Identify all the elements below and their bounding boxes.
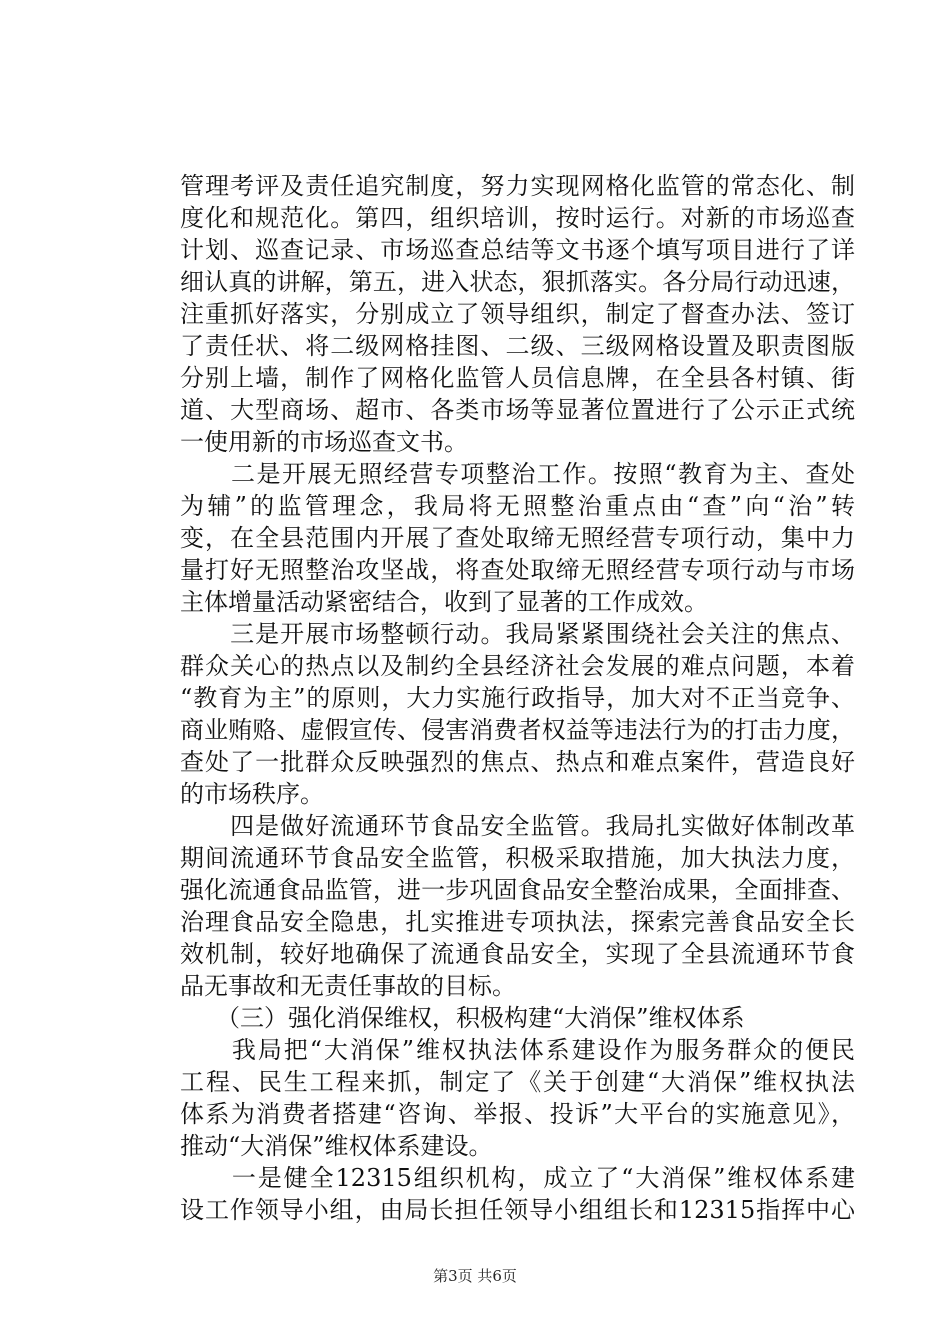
text-line: 主体增量活动紧密结合，收到了显著的工作成效。 — [180, 588, 708, 616]
text-line: 计划、巡查记录、市场巡查总结等文书逐个填写项目进行了详 — [180, 236, 855, 264]
text-line: 注重抓好落实，分别成立了领导组织，制定了督查办法、签订 — [180, 300, 855, 328]
text-line: 为辅”的监管理念，我局将无照整治重点由“查”向“治”转 — [180, 492, 855, 520]
text-line: 群众关心的热点以及制约全县经济社会发展的难点问题，本着 — [180, 652, 855, 680]
paragraph-start-line: 二是开展无照经营专项整治工作。按照“教育为主、查处 — [180, 460, 855, 488]
text-line: 管理考评及责任追究制度，努力实现网格化监管的常态化、制 — [180, 172, 855, 200]
text-line: 效机制，较好地确保了流通食品安全，实现了全县流通环节食 — [180, 940, 855, 968]
text-line: 强化流通食品监管，进一步巩固食品安全整治成果，全面排查、 — [180, 876, 855, 904]
text-line: 设工作领导小组，由局长担任领导小组组长和12315指挥中心 — [180, 1196, 855, 1224]
page-footer: 第3页 共6页 — [433, 1267, 517, 1285]
paragraph-start-line: 一是健全12315组织机构，成立了“大消保”维权体系建 — [180, 1164, 855, 1192]
text-line: 分别上墙，制作了网格化监管人员信息牌，在全县各村镇、街 — [180, 364, 855, 392]
text-line: 道、大型商场、超市、各类市场等显著位置进行了公示正式统 — [180, 396, 855, 424]
text-line: 一使用新的市场巡查文书。 — [180, 428, 468, 456]
text-line: 查处了一批群众反映强烈的焦点、热点和难点案件，营造良好 — [180, 748, 855, 776]
text-line: 推动“大消保”维权体系建设。 — [180, 1132, 493, 1160]
text-line: 变，在全县范围内开展了查处取缔无照经营专项行动，集中力 — [180, 524, 855, 552]
text-line: 品无事故和无责任事故的目标。 — [180, 972, 516, 1000]
paragraph-start-line: 我局把“大消保”维权执法体系建设作为服务群众的便民 — [180, 1036, 855, 1064]
text-line: 治理食品安全隐患，扎实推进专项执法，探索完善食品安全长 — [180, 908, 855, 936]
paragraph-start-line: 三是开展市场整顿行动。我局紧紧围绕社会关注的焦点、 — [180, 620, 855, 648]
paragraph-start-line: 四是做好流通环节食品安全监管。我局扎实做好体制改革 — [180, 812, 855, 840]
text-line: 度化和规范化。第四，组织培训，按时运行。对新的市场巡查 — [180, 204, 855, 232]
text-line: 细认真的讲解，第五，进入状态，狠抓落实。各分局行动迅速， — [180, 268, 855, 296]
section-heading: （三）强化消保维权，积极构建“大消保”维权体系 — [180, 1004, 745, 1032]
text-line: 了责任状、将二级网格挂图、二级、三级网格设置及职责图版 — [180, 332, 855, 360]
text-line: 工程、民生工程来抓，制定了《关于创建“大消保”维权执法 — [180, 1068, 855, 1096]
text-line: 体系为消费者搭建“咨询、举报、投诉”大平台的实施意见》， — [180, 1100, 855, 1128]
text-line: 的市场秩序。 — [180, 780, 324, 808]
document-body — [180, 170, 855, 1226]
text-line: 期间流通环节食品安全监管，积极采取措施，加大执法力度， — [180, 844, 855, 872]
text-line: “教育为主”的原则，大力实施行政指导，加大对不正当竞争、 — [180, 684, 855, 712]
text-line: 商业贿赂、虚假宣传、侵害消费者权益等违法行为的打击力度， — [180, 716, 855, 744]
text-line: 量打好无照整治攻坚战，将查处取缔无照经营专项行动与市场 — [180, 556, 855, 584]
